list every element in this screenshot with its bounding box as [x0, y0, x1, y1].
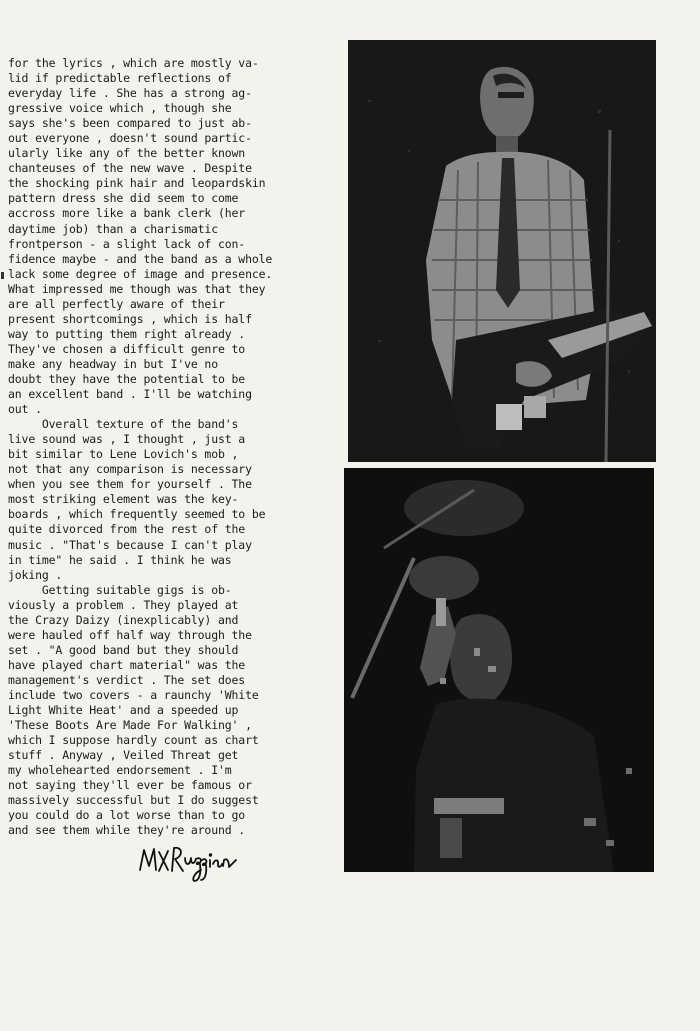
article-line: Overall texture of the band's — [8, 417, 239, 432]
article-line: were hauled off half way through the — [8, 627, 252, 642]
article-line: ularly like any of the better known — [8, 146, 246, 161]
article-line: include two covers - a raunchy 'White — [8, 687, 259, 702]
article-line: management's verdict . The set does — [8, 672, 246, 687]
article-line: frontperson - a slight lack of con- — [8, 236, 246, 251]
article-line: way to putting them right already . — [8, 326, 246, 341]
article-line: says she's been compared to just ab- — [8, 116, 252, 131]
article-line: daytime job) than a charismatic — [8, 221, 218, 236]
article-line: an excellent band . I'll be watching — [8, 387, 252, 402]
article-line: Light White Heat' and a speeded up — [8, 703, 239, 718]
article-line: Getting suitable gigs is ob- — [8, 582, 232, 597]
article-line: not saying they'll ever be famous or — [8, 778, 252, 793]
article-line: chanteuses of the new wave . Despite — [8, 161, 252, 176]
article-line: 'These Boots Are Made For Walking' , — [8, 718, 252, 733]
article-line: set . "A good band but they should — [8, 642, 239, 657]
article-line: everyday life . She has a strong ag- — [8, 86, 252, 101]
article-line: music . "That's because I can't play — [8, 537, 252, 552]
article-line: and see them while they're around . — [8, 823, 246, 838]
article-line: which I suppose hardly count as chart — [8, 733, 259, 748]
article-line: you could do a lot worse than to go — [8, 808, 246, 823]
article-line: live sound was , I thought , just a — [8, 432, 246, 447]
article-line: viously a problem . They played at — [8, 597, 239, 612]
article-text-column — [8, 56, 338, 838]
article-line: are all perfectly aware of their — [8, 296, 225, 311]
keyboard-player-photo — [344, 468, 654, 872]
article-line: lack some degree of image and presence. — [8, 266, 273, 281]
article-line: bit similar to Lene Lovich's mob , — [8, 447, 239, 462]
article-line: accross more like a bank clerk (her — [8, 206, 246, 221]
article-line: boards , which frequently seemed to be — [8, 507, 266, 522]
article-line: my wholehearted endorsement . I'm — [8, 763, 232, 778]
article-line: for the lyrics , which are mostly va- — [8, 56, 259, 70]
article-line: gressive voice which , though she — [8, 101, 232, 116]
article-line: pattern dress she did seem to come — [8, 191, 239, 206]
article-line: when you see them for yourself . The — [8, 477, 252, 492]
article-line: make any headway in but I've no — [8, 356, 218, 371]
article-line: fidence maybe - and the band as a whole — [8, 251, 273, 266]
article-line: most striking element was the key- — [8, 492, 239, 507]
article-line: out everyone , doesn't sound partic- — [8, 131, 252, 146]
article-line: massively successful but I do suggest — [8, 793, 259, 808]
article-line: stuff . Anyway , Veiled Threat get — [8, 748, 239, 763]
article-line: the Crazy Daizy (inexplicably) and — [8, 612, 239, 627]
article-line: They've chosen a difficult genre to — [8, 341, 246, 356]
article-line: quite divorced from the rest of the — [8, 522, 246, 537]
article-line: out . — [8, 402, 42, 417]
article-line: present shortcomings , which is half — [8, 311, 252, 326]
margin-mark — [1, 272, 4, 279]
article-line: joking . — [8, 567, 63, 582]
article-line: doubt they have the potential to be — [8, 371, 246, 386]
article-line: not that any comparison is necessary — [8, 462, 252, 477]
signature-image — [138, 838, 238, 886]
article-line: lid if predictable reflections of — [8, 71, 232, 86]
guitarist-photo — [348, 40, 656, 462]
article-line: the shocking pink hair and leopardskin — [8, 176, 266, 191]
article-line: have played chart material" was the — [8, 657, 246, 672]
article-line: in time" he said . I think he was — [8, 552, 232, 567]
article-line: What impressed me though was that they — [8, 281, 266, 296]
